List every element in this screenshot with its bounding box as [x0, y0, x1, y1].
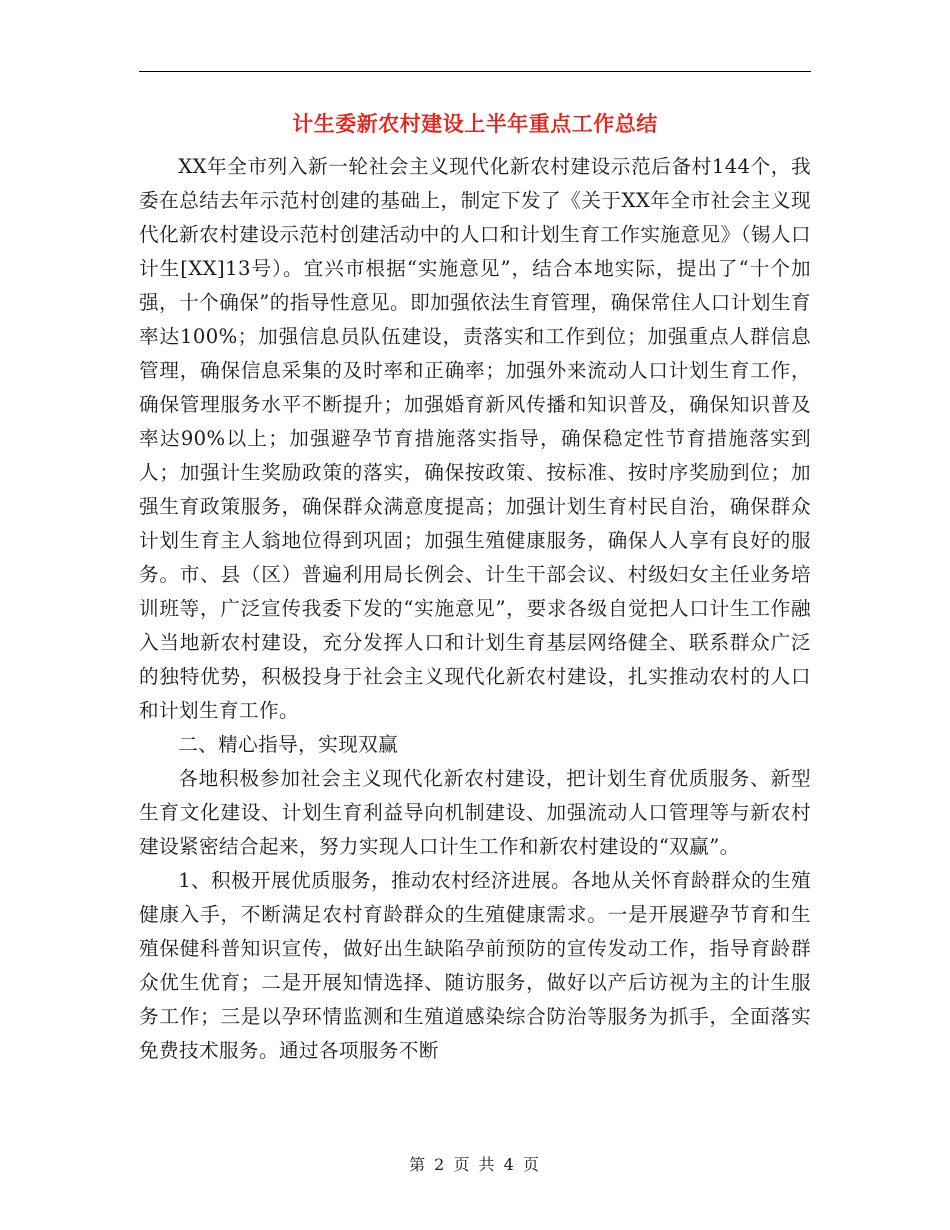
document-body	[139, 150, 811, 1068]
document-title: 计生委新农村建设上半年重点工作总结	[292, 112, 658, 136]
header-rule	[139, 71, 811, 72]
paragraph-intro: XX年全市列入新一轮社会主义现代化新农村建设示范后备村144个，我委在总结去年示范村创建的基础上，制定下发了《关于XX年全市社会主义现代化新农村建设示范村创建活动中的人口和计划生育工作实施意见》（锡人口计生[XX]13号）。宜兴市根据“实施意见”，结合本地实际，提出了“十个加强，十个确保”的指导性意见。即加强依法生育管理，确保常住人口计划生育率达100%；加强信息员队伍建设，责落实和工作到位；加强重点人群信息管理，确保信息采集的及时率和正确率；加强外来流动人口计划生育工作，确保管理服务水平不断提升；加强婚育新风传播和知识普及，确保知识普及率达90%以上；加强避孕节育措施落实指导，确保稳定性节育措施落实到人；加强计生奖励政策的落实，确保按政策、按标准、按时序奖励到位；加强生育政策服务，确保群众满意度提高；加强计划生育村民自治，确保群众计划生育主人翁地位得到巩固；加强生殖健康服务，确保人人享有良好的服务。市、县（区）普遍利用局长例会、计生干部会议、村级妇女主任业务培训班等，广泛宣传我委下发的“实施意见”，要求各级自觉把人口计生工作融入当地新农村建设，充分发挥人口和计划生育基层网络健全、联系群众广泛的独特优势，积极投身于社会主义现代化新农村建设，扎实推动农村的人口和计划生育工作。	[139, 155, 811, 722]
page-number: 第 2 页 共 4 页	[409, 1155, 541, 1174]
paragraph-item-1: 1、积极开展优质服务，推动农村经济进展。各地从关怀育龄群众的生殖健康入手，不断满足农村育龄群众的生殖健康需求。一是开展避孕节育和生殖保健科普知识宣传，做好出生缺陷孕前预防的宣传发动工作，指导育龄群众优生优育；二是开展知情选择、随访服务，做好以产后访视为主的计生服务工作；三是以孕环情监测和生殖道感染综合防治等服务为抓手，全面落实免费技术服务。通过各项服务不断	[139, 869, 811, 1062]
section-heading-2: 二、精心指导，实现双赢	[178, 733, 399, 756]
paragraph-section-2: 各地积极参加社会主义现代化新农村建设，把计划生育优质服务、新型生育文化建设、计划生育利益导向机制建设、加强流动人口管理等与新农村建设紧密结合起来，努力实现人口计生工作和新农村建设的“双赢”。	[139, 767, 811, 858]
